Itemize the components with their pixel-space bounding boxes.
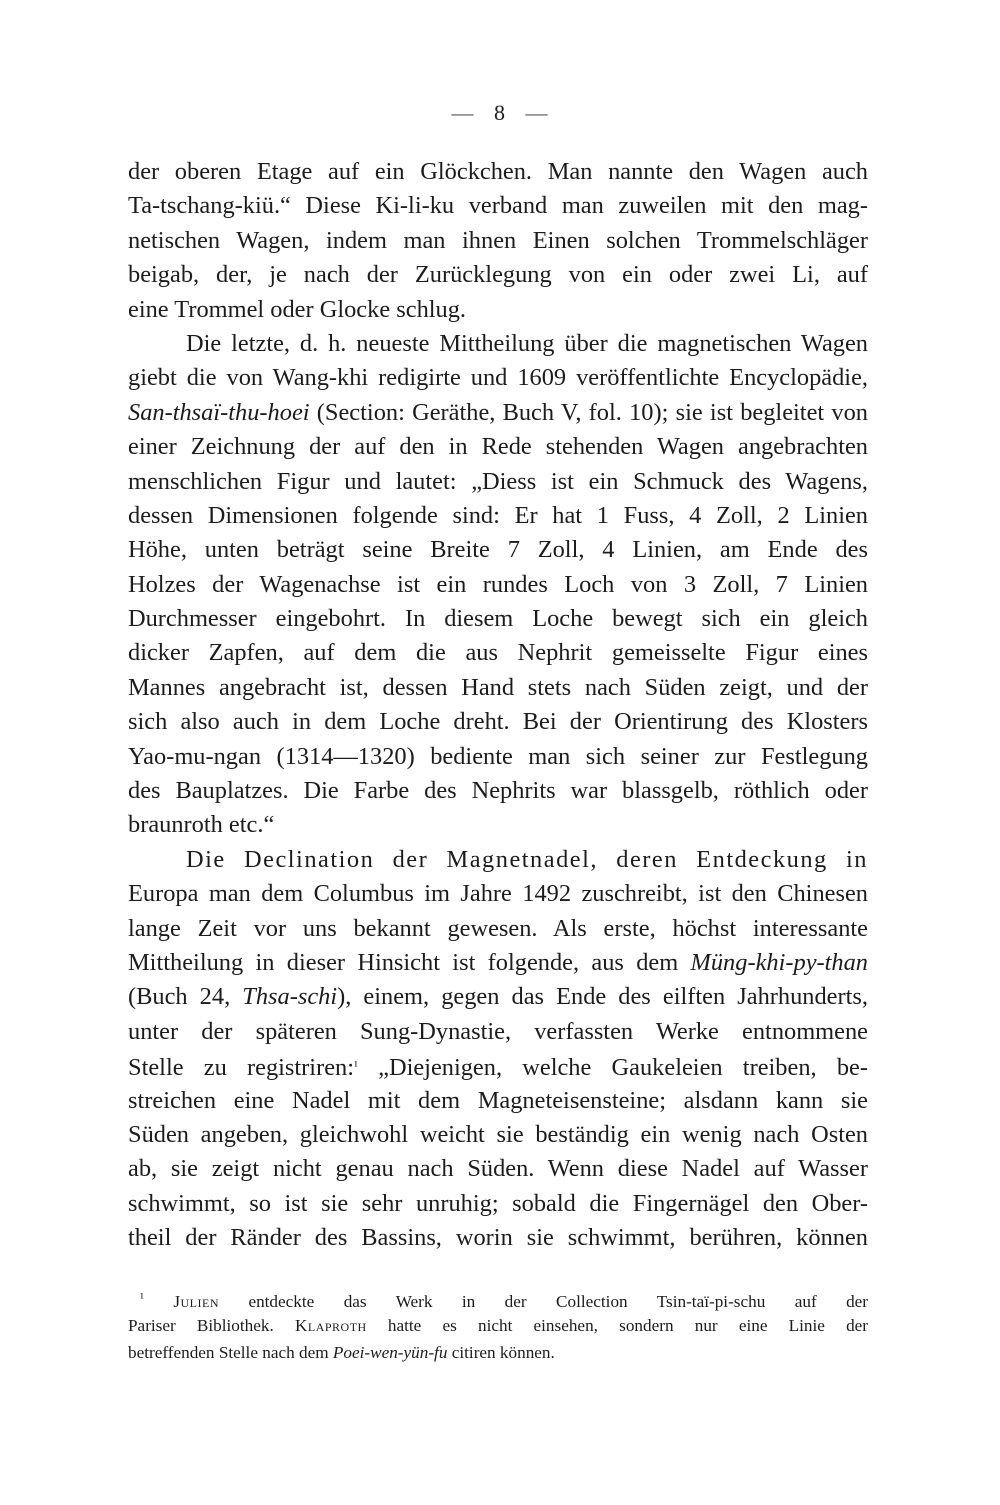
text-line: Mannes angebracht ist, dessen Hand stets nach Süden zeigt, und der [128,673,868,701]
text-line: Europa man dem Columbus im Jahre 1492 zuschreibt, ist den Chinesen [128,880,868,908]
text-line: schwimmt, so ist sie sehr unruhig; sobald die Fingernägel den Ober- [128,1189,868,1217]
author-julien: Julien [173,1292,220,1311]
footnote-line [128,1339,868,1367]
text-fragment: Mittheilung in dieser Hinsicht ist folgende, aus dem [128,948,679,976]
text-line: netischen Wagen, indem man ihnen Einen solchen Trommelschläger [128,226,868,254]
text-line: Durchmesser eingebohrt. In diesem Loche bewegt sich ein gleich [128,605,868,633]
text-fragment: ), einem, gegen das Ende des eilften Jahrhunderts, [337,983,868,1011]
text-line: eine Trommel oder Glocke schlug. [128,295,467,323]
text-line [128,1049,868,1083]
text-fragment: betreffenden Stelle nach dem [128,1343,329,1362]
text-fragment: Stelle zu registriren: [128,1054,354,1082]
page-number [0,100,1000,126]
text-line: ab, sie zeigt nicht genau nach Süden. Wenn diese Nadel auf Wasser [128,1155,868,1183]
text-fragment: Die Declination der Magnetnadel, deren Entdeckung in [186,845,868,873]
text-fragment: Pariser Bibliothek. [128,1315,274,1335]
text-line [128,843,868,877]
italic-title-thsa-schi: Thsa-schi [242,983,338,1011]
text-line [128,980,868,1014]
text-line: Ta-tschang-kiü.“ Diese Ki-li-ku verband man zuweilen mit den mag- [128,192,868,220]
text-line: lange Zeit vor uns bekannt gewesen. Als erste, höchst interessante [128,914,868,942]
page-number-dash-left: — [451,100,475,125]
text-line: des Bauplatzes. Die Farbe des Nephrits war blassgelb, röthlich oder [128,777,868,805]
text-fragment: (Buch 24, [128,983,231,1011]
text-fragment: (Section: Geräthe, Buch V, fol. 10); sie ist begleitet von [316,398,868,426]
italic-title-poei: Poei-wen-yün-fu [332,1343,448,1362]
text-line: Süden angeben, gleichwohl weicht sie beständig ein wenig nach Osten [128,1120,868,1148]
text-line: der oberen Etage auf ein Glöckchen. Man nannte den Wagen auch [128,158,868,185]
text-line: Höhe, unten beträgt seine Breite 7 Zoll, 4 Linien, am Ende des [128,536,868,564]
text-line: dessen Dimensionen folgende sind: Er hat 1 Fuss, 4 Zoll, 2 Linien [128,501,868,529]
italic-title-san-thsai: San-thsaï-thu-hoei [128,398,310,426]
page-number-dash-right: — [525,100,549,125]
text-line: sich also auch in dem Loche dreht. Bei der Orientirung des Klosters [128,708,868,736]
text-line [128,946,868,980]
text-fragment: citiren können. [451,1343,555,1362]
text-line: dicker Zapfen, auf dem die aus Nephrit gemeisselte Figur eines [128,639,868,667]
text-line: beigab, der, je nach der Zurücklegung von ein oder zwei Li, auf [128,261,868,289]
text-line: Yao-mu-ngan (1314—1320) bediente man sich seiner zur Festlegung [128,742,868,770]
footnote-marker: ¹ [140,1290,144,1305]
footnote-block [128,1284,868,1367]
text-line: giebt die von Wang-khi redigirte und 1609 veröffentlichte Encyclopädie, [128,364,868,392]
page-number-value: 8 [494,100,506,125]
footnote-line [128,1284,868,1312]
text-line [128,396,868,430]
text-fragment: hatte es nicht einsehen, sondern nur eine Linie der [387,1315,869,1335]
text-fragment: entdeckte das Werk in der Collection Tsin-taï-pi-schu auf der [248,1292,869,1311]
text-line: unter der späteren Sung-Dynastie, verfassten Werke entnommene [128,1017,868,1045]
text-line: menschlichen Figur und lautet: „Diess ist ein Schmuck des Wagens, [128,467,868,495]
body-text [128,155,868,1256]
footnote-reference: ¹ [354,1058,358,1074]
text-line: braunroth etc.“ [128,811,275,839]
author-klaproth: Klaproth [294,1315,367,1335]
footnote-line [128,1312,868,1340]
text-line: Holzes der Wagenachse ist ein rundes Loch von 3 Zoll, 7 Linien [128,570,868,598]
italic-title-mueng-khi: Müng-khi-py-than [690,948,868,976]
text-line: streichen eine Nadel mit dem Magneteisensteine; alsdann kann sie [128,1086,868,1114]
text-line: theil der Ränder des Bassins, worin sie schwimmt, berühren, können [128,1224,868,1252]
text-line: einer Zeichnung der auf den in Rede stehenden Wagen angebrachten [128,433,868,461]
text-fragment: „Diejenigen, welche Gaukeleien treiben, be- [378,1054,868,1082]
text-line: Die letzte, d. h. neueste Mittheilung über die magnetischen Wagen [186,329,868,357]
